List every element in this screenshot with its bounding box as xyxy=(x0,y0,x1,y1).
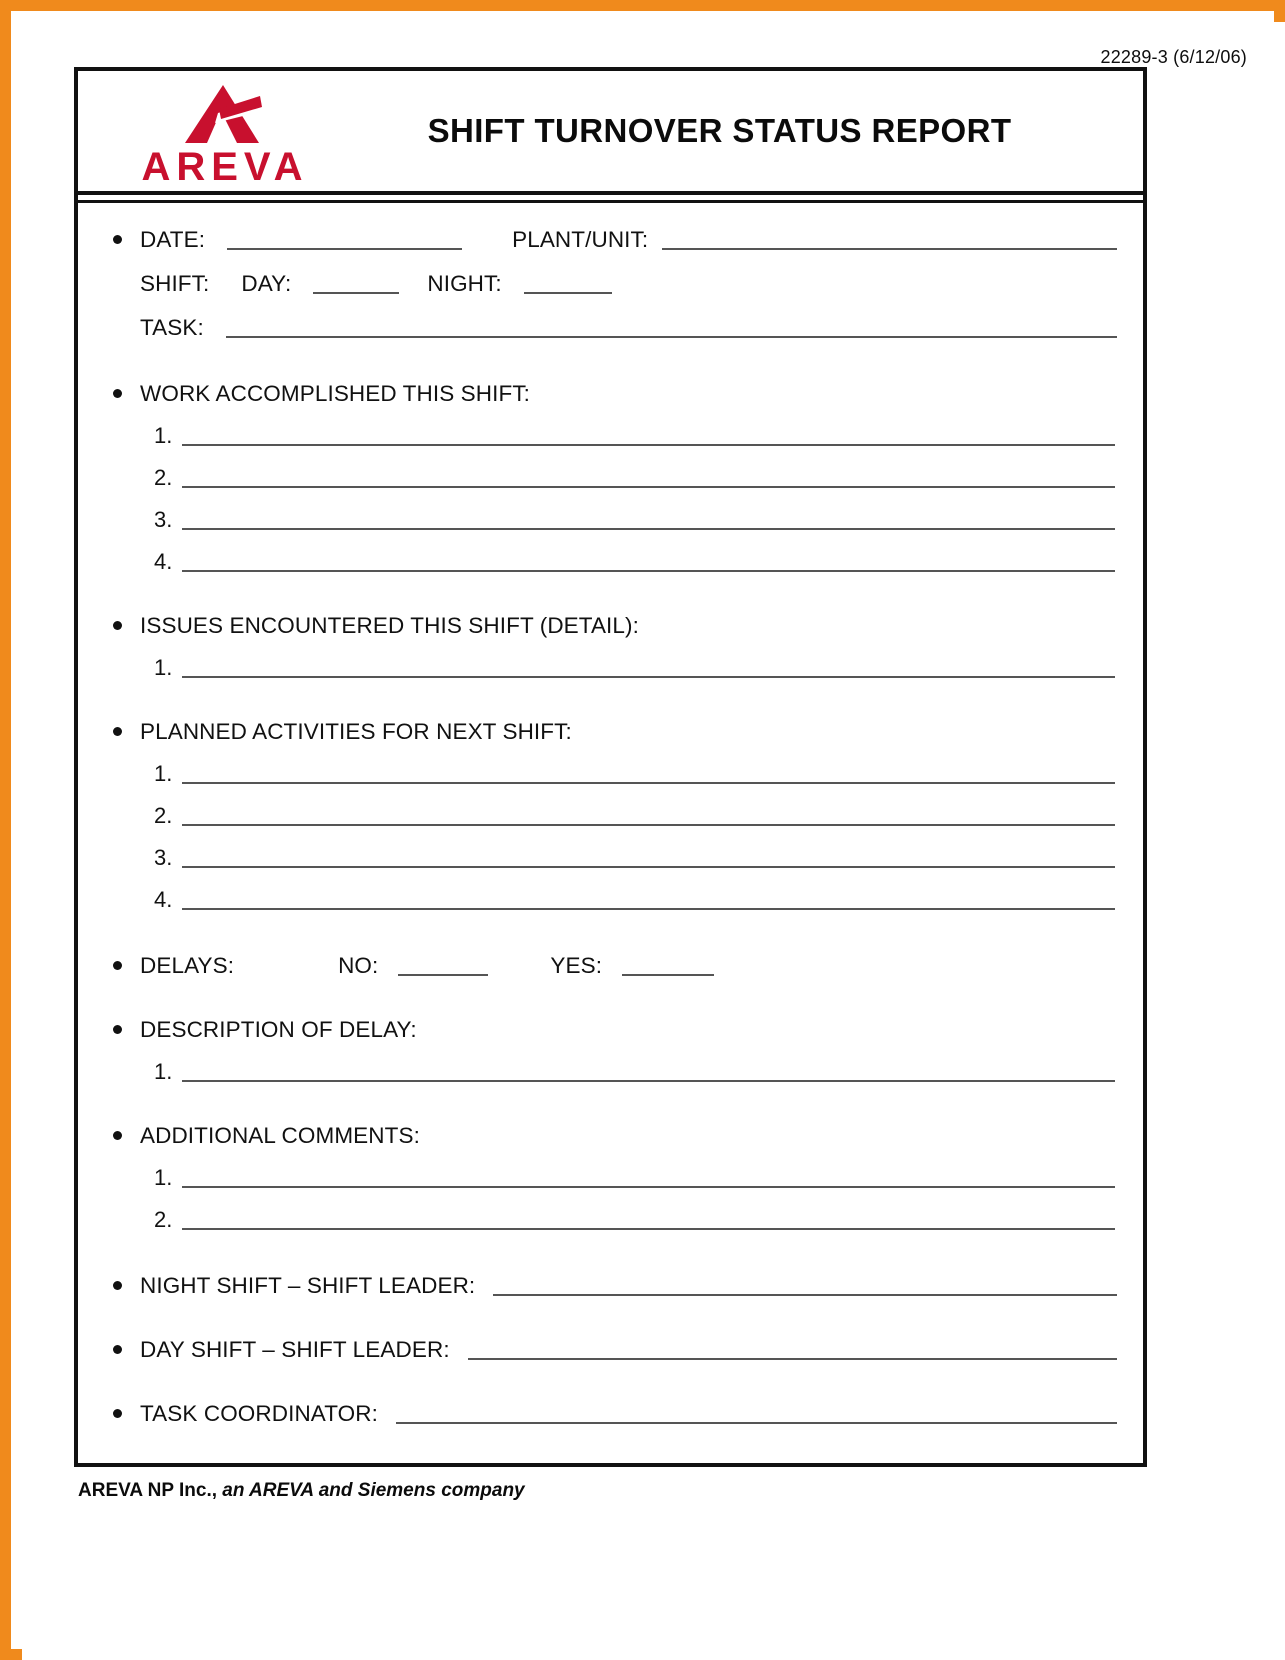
planned-activities-input-2[interactable] xyxy=(182,824,1115,826)
areva-a-mark-icon xyxy=(130,83,316,145)
section-heading-additional-comments xyxy=(94,1121,1119,1149)
shift-row xyxy=(94,269,1119,297)
night-shift-leader-row xyxy=(94,1271,1119,1299)
task-coordinator-row xyxy=(94,1399,1119,1427)
list-item xyxy=(94,655,1119,681)
day-label: DAY: xyxy=(241,271,292,297)
task-label: TASK: xyxy=(140,315,204,341)
task-input[interactable] xyxy=(226,336,1117,338)
bullet-icon xyxy=(94,225,140,253)
section-label: WORK ACCOMPLISHED THIS SHIFT: xyxy=(140,381,531,407)
item-number: 2. xyxy=(154,1207,173,1232)
bullet-spacer xyxy=(94,269,140,297)
bullet-spacer xyxy=(94,313,140,341)
list-item xyxy=(94,423,1119,449)
item-number: 1. xyxy=(154,1165,173,1190)
delays-row xyxy=(94,951,1119,979)
delays-yes-input[interactable] xyxy=(622,974,714,976)
list-item xyxy=(94,761,1119,787)
bullet-icon xyxy=(94,717,140,745)
item-number: 2. xyxy=(154,803,173,828)
form-container xyxy=(74,67,1147,1467)
areva-logo xyxy=(130,83,316,187)
work-accomplished-input-4[interactable] xyxy=(182,570,1115,572)
issues-encountered-input-1[interactable] xyxy=(182,676,1115,678)
additional-comments-input-2[interactable] xyxy=(182,1228,1115,1230)
item-number: 1. xyxy=(154,655,173,680)
day-shift-leader-input[interactable] xyxy=(468,1358,1117,1360)
item-number: 4. xyxy=(154,887,173,912)
work-accomplished-input-1[interactable] xyxy=(182,444,1115,446)
bullet-icon xyxy=(94,1399,140,1427)
night-shift-leader-label: NIGHT SHIFT – SHIFT LEADER: xyxy=(140,1273,476,1299)
date-plant-row xyxy=(94,225,1119,253)
footer-company-name: AREVA NP Inc., xyxy=(78,1480,218,1501)
list-item xyxy=(94,465,1119,491)
page-canvas xyxy=(22,22,1285,1660)
delay-description-input-1[interactable] xyxy=(182,1080,1115,1082)
list-item xyxy=(94,845,1119,871)
section-label: ISSUES ENCOUNTERED THIS SHIFT (DETAIL): xyxy=(140,613,639,639)
bullet-icon xyxy=(94,611,140,639)
bullet-icon xyxy=(94,1015,140,1043)
section-heading-issues-encountered xyxy=(94,611,1119,639)
bullet-icon xyxy=(94,1335,140,1363)
list-item xyxy=(94,803,1119,829)
bullet-icon xyxy=(94,379,140,407)
areva-wordmark: AREVA xyxy=(141,145,309,189)
delays-no-input[interactable] xyxy=(398,974,488,976)
section-label: ADDITIONAL COMMENTS: xyxy=(140,1123,420,1149)
item-number: 1. xyxy=(154,423,173,448)
additional-comments-input-1[interactable] xyxy=(182,1186,1115,1188)
bullet-icon xyxy=(94,1271,140,1299)
list-item xyxy=(94,887,1119,913)
planned-activities-input-3[interactable] xyxy=(182,866,1115,868)
date-label: DATE: xyxy=(140,227,206,253)
footer-company-tagline: an AREVA and Siemens company xyxy=(217,1480,525,1501)
item-number: 1. xyxy=(154,1059,173,1084)
item-number: 2. xyxy=(154,465,173,490)
day-shift-leader-row xyxy=(94,1335,1119,1363)
list-item xyxy=(94,1207,1119,1233)
section-heading-planned-activities xyxy=(94,717,1119,745)
section-label: PLANNED ACTIVITIES FOR NEXT SHIFT: xyxy=(140,719,572,745)
footer-company-note xyxy=(78,1480,525,1502)
work-accomplished-input-2[interactable] xyxy=(182,486,1115,488)
item-number: 1. xyxy=(154,761,173,786)
item-number: 3. xyxy=(154,507,173,532)
list-item xyxy=(94,1059,1119,1085)
planned-activities-input-4[interactable] xyxy=(182,908,1115,910)
bullet-icon xyxy=(94,951,140,979)
item-number: 4. xyxy=(154,549,173,574)
planned-activities-input-1[interactable] xyxy=(182,782,1115,784)
delays-no-label: NO: xyxy=(338,953,379,979)
logo-cell xyxy=(78,71,316,191)
form-header xyxy=(78,71,1143,195)
list-item xyxy=(94,1165,1119,1191)
night-label: NIGHT: xyxy=(427,271,502,297)
delays-label: DELAYS: xyxy=(140,953,235,979)
section-heading-description-of-delay xyxy=(94,1015,1119,1043)
night-shift-leader-input[interactable] xyxy=(493,1294,1117,1296)
list-item xyxy=(94,549,1119,575)
plant-unit-input[interactable] xyxy=(662,248,1117,250)
section-heading-work-accomplished xyxy=(94,379,1119,407)
page-title: SHIFT TURNOVER STATUS REPORT xyxy=(427,112,1012,149)
item-number: 3. xyxy=(154,845,173,870)
task-row xyxy=(94,313,1119,341)
night-checkbox-input[interactable] xyxy=(524,292,612,294)
shift-label: SHIFT: xyxy=(140,271,210,297)
date-input[interactable] xyxy=(227,248,462,250)
title-cell xyxy=(316,112,1143,150)
work-accomplished-input-3[interactable] xyxy=(182,528,1115,530)
day-checkbox-input[interactable] xyxy=(313,292,399,294)
task-coordinator-input[interactable] xyxy=(396,1422,1117,1424)
form-body xyxy=(78,195,1143,1437)
section-label: DESCRIPTION OF DELAY: xyxy=(140,1017,417,1043)
form-code: 22289-3 (6/12/06) xyxy=(1100,47,1247,67)
bullet-icon xyxy=(94,1121,140,1149)
task-coordinator-label: TASK COORDINATOR: xyxy=(140,1401,378,1427)
delays-yes-label: YES: xyxy=(550,953,603,979)
day-shift-leader-label: DAY SHIFT – SHIFT LEADER: xyxy=(140,1337,450,1363)
plant-unit-label: PLANT/UNIT: xyxy=(512,227,649,253)
list-item xyxy=(94,507,1119,533)
